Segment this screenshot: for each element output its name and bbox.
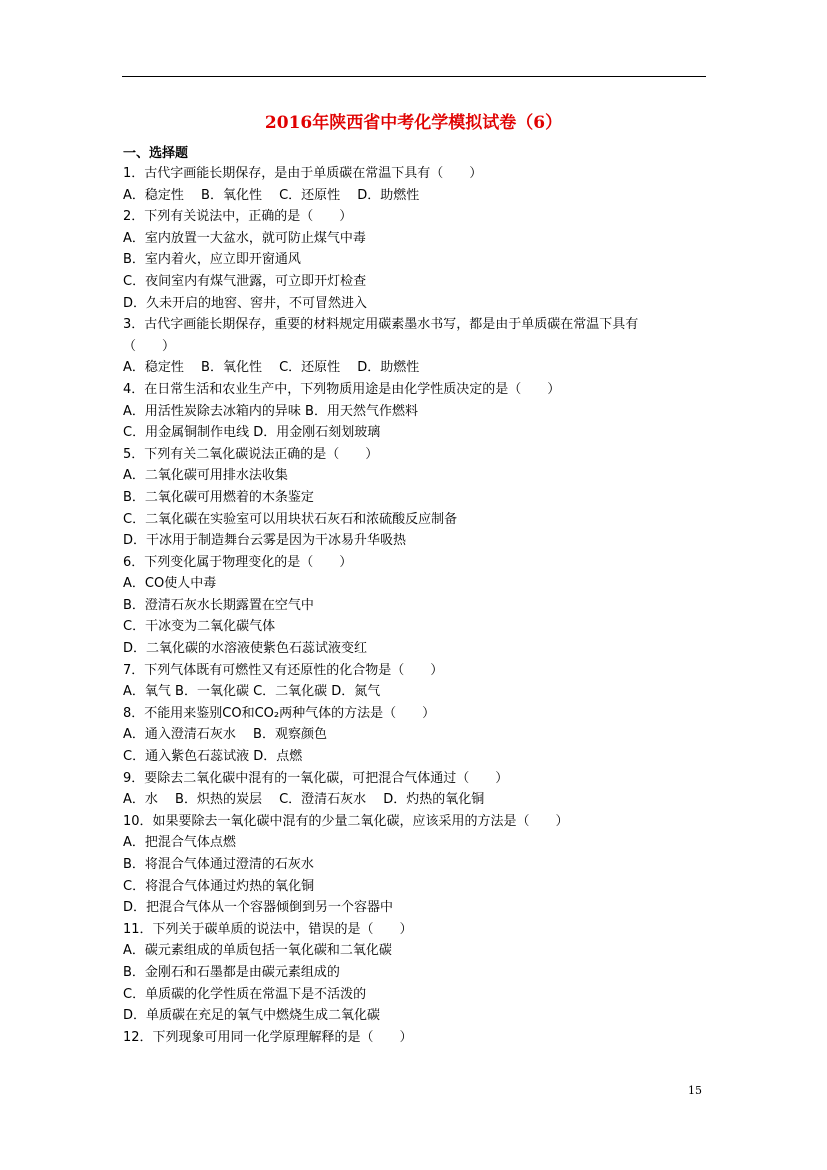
- text-line: 2．下列有关说法中，正确的是（ ）: [123, 209, 353, 225]
- document-title: 2016年陕西省中考化学模拟试卷（6）: [264, 113, 563, 133]
- text-line: 10．如果要除去一氧化碳中混有的少量二氧化碳，应该采用的方法是（ ）: [123, 813, 569, 829]
- text-line: C．将混合气体通过灼热的氧化铜: [123, 878, 315, 894]
- text-line: B．金刚石和石墨都是由碳元素组成的: [123, 964, 340, 980]
- text-line: C．通入紫色石蕊试液 D．点燃: [123, 749, 303, 765]
- text-line: 9．要除去二氧化碳中混有的一氧化碳，可把混合气体通过（ ）: [123, 770, 509, 786]
- text-line: A．室内放置一大盆水，就可防止煤气中毒: [123, 230, 366, 246]
- text-line: 3．古代字画能长期保存，重要的材料规定用碳素墨水书写，都是由于单质碳在常温下具有: [123, 317, 639, 333]
- text-line: 1．古代字画能长期保存，是由于单质碳在常温下具有（ ）: [123, 166, 483, 181]
- page-number: 15: [688, 1084, 702, 1097]
- text-line: 4．在日常生活和农业生产中，下列物质用途是由化学性质决定的是（ ）: [123, 381, 561, 397]
- text-line: C．用金属铜制作电线 D．用金刚石刻划玻璃: [123, 425, 381, 441]
- text-line: A．通入澄清石灰水 B．观察颜色: [123, 727, 327, 743]
- text-line: A．稳定性 B．氧化性 C．还原性 D．助燃性: [123, 360, 420, 376]
- question-list: [123, 163, 713, 1048]
- text-line: D．把混合气体从一个容器倾倒到另一个容器中: [123, 900, 394, 916]
- text-line: A．用活性炭除去冰箱内的异味 B．用天然气作燃料: [123, 403, 418, 419]
- text-line: A．水 B．炽热的炭层 C．澄清石灰水 D．灼热的氧化铜: [123, 792, 485, 808]
- text-line: （ ）: [123, 338, 176, 354]
- text-line: D．久未开启的地窖、窖井，不可冒然进入: [123, 295, 368, 311]
- header-rule: [122, 76, 706, 77]
- text-line: B．二氧化碳可用燃着的木条鉴定: [123, 489, 314, 505]
- text-line: D．二氧化碳的水溶液使紫色石蕊试液变红: [123, 641, 368, 657]
- text-line: 8．不能用来鉴别CO和CO₂两种气体的方法是（ ）: [123, 705, 436, 721]
- text-line: A．碳元素组成的单质包括一氧化碳和二氧化碳: [123, 943, 392, 959]
- text-line: C．二氧化碳在实验室可以用块状石灰石和浓硫酸反应制备: [123, 511, 458, 527]
- text-line: A．氧气 B．一氧化碳 C．二氧化碳 D．氮气: [123, 684, 381, 700]
- text-line: D．单质碳在充足的氧气中燃烧生成二氧化碳: [123, 1008, 381, 1024]
- text-line: A．稳定性 B．氧化性 C．还原性 D．助燃性: [123, 187, 420, 203]
- text-line: C．干冰变为二氧化碳气体: [123, 619, 276, 635]
- text-line: D．干冰用于制造舞台云雾是因为干冰易升华吸热: [123, 533, 407, 549]
- text-line: 7．下列气体既有可燃性又有还原性的化合物是（ ）: [123, 662, 444, 678]
- section-heading: 一、选择题: [123, 146, 189, 161]
- text-line: A．二氧化碳可用排水法收集: [123, 468, 288, 484]
- text-line: B．室内着火，应立即开窗通风: [123, 252, 301, 268]
- text-line: B．将混合气体通过澄清的石灰水: [123, 857, 314, 872]
- text-line: 12．下列现象可用同一化学原理解释的是（ ）: [123, 1029, 413, 1045]
- text-line: A．把混合气体点燃: [123, 835, 236, 851]
- text-line: C．夜间室内有煤气泄露，可立即开灯检查: [123, 273, 367, 289]
- text-line: 11．下列关于碳单质的说法中，错误的是（ ）: [123, 921, 413, 937]
- text-line: 6．下列变化属于物理变化的是（ ）: [123, 554, 353, 570]
- text-line: 5．下列有关二氧化碳说法正确的是（ ）: [123, 446, 379, 462]
- text-line: B．澄清石灰水长期露置在空气中: [123, 597, 314, 613]
- text-line: A．CO使人中毒: [123, 576, 217, 592]
- text-line: C．单质碳的化学性质在常温下是不活泼的: [123, 986, 367, 1002]
